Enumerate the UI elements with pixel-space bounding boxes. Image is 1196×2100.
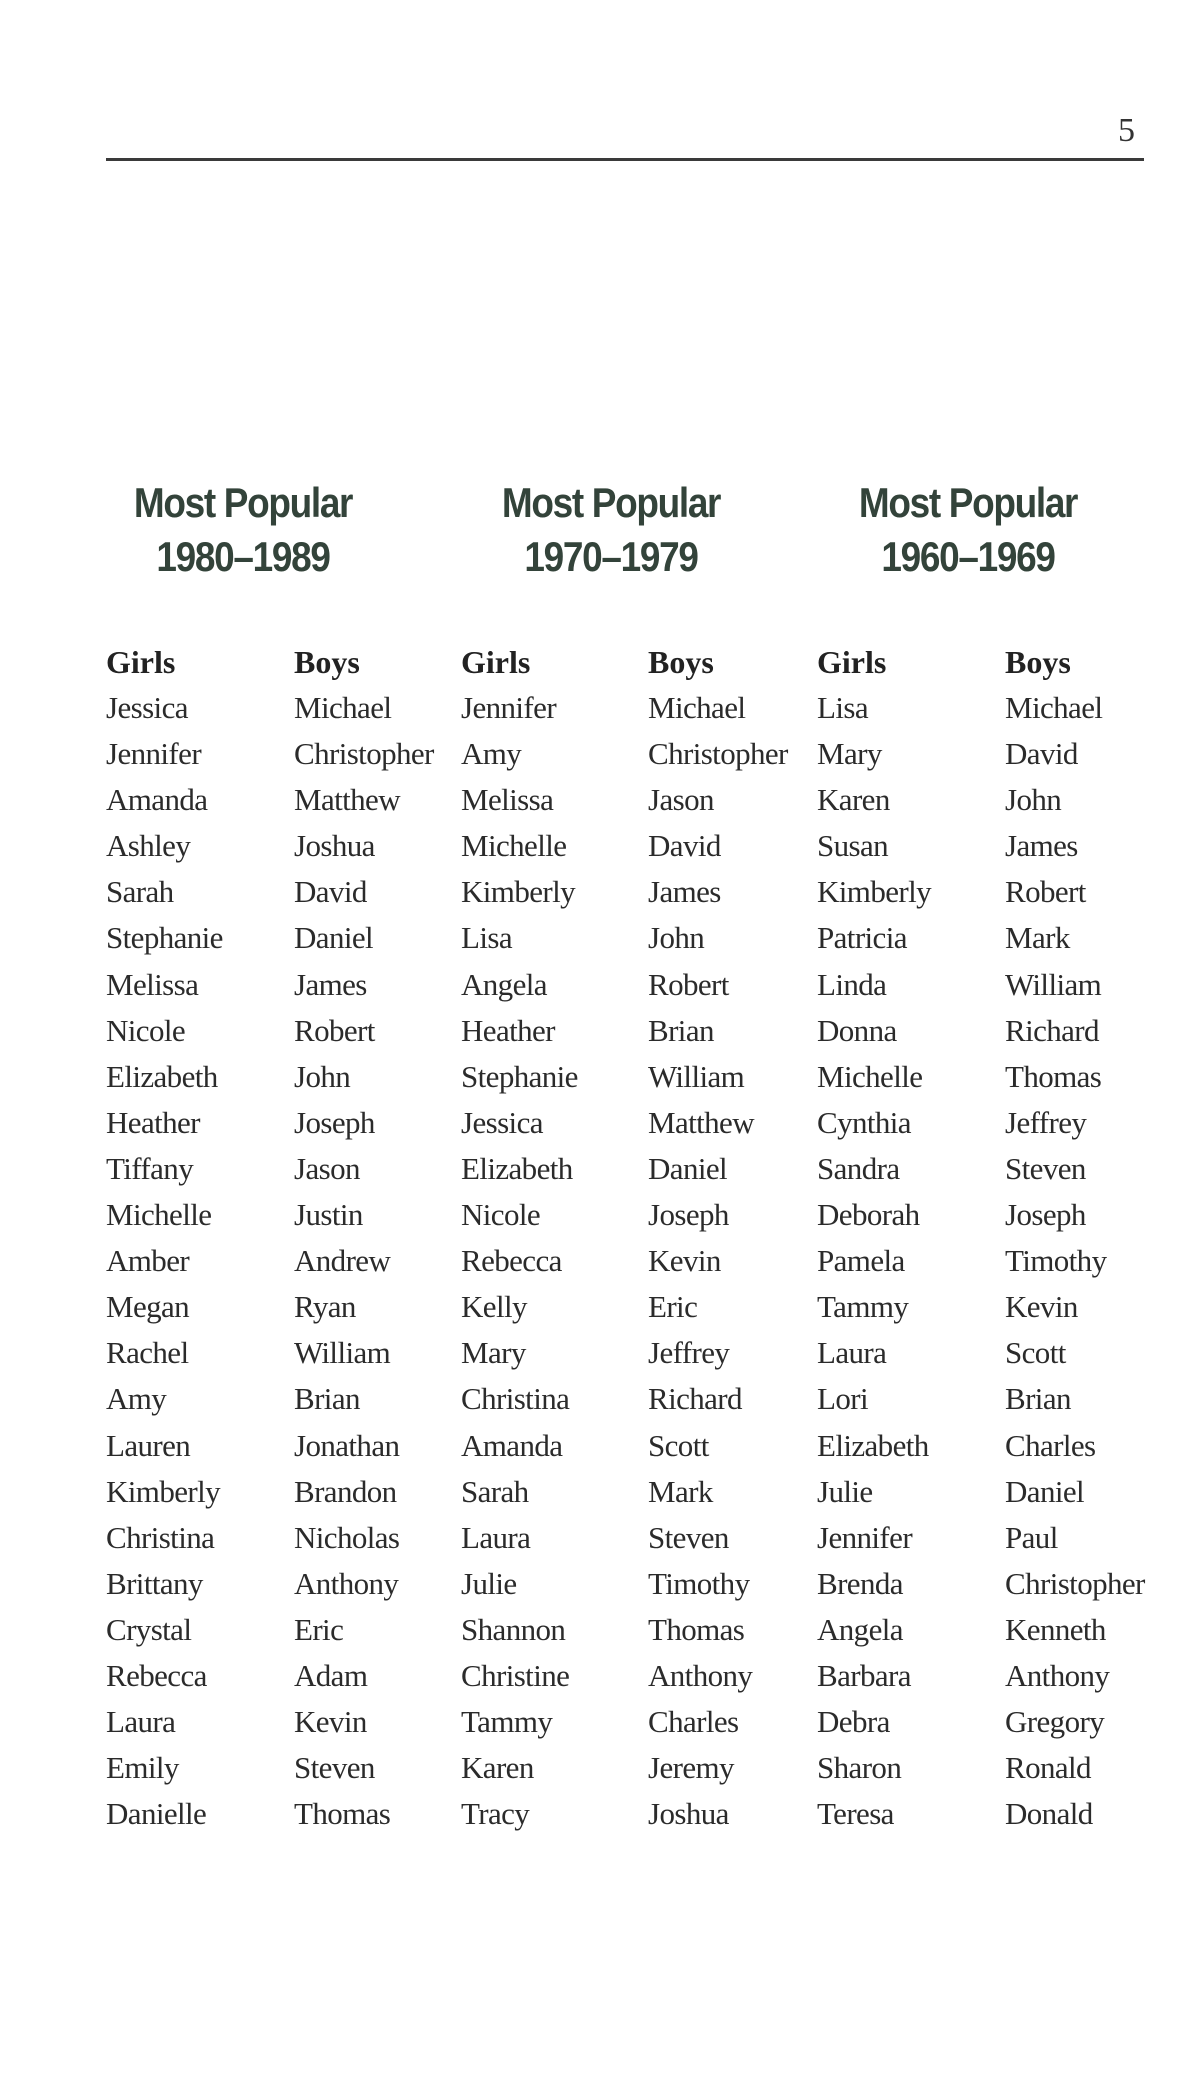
girls-header: Girls xyxy=(106,644,176,680)
name-entry: Joshua xyxy=(648,1796,729,1832)
name-entry: Gregory xyxy=(1005,1704,1105,1740)
boys-list xyxy=(648,685,788,1837)
name-entry: Nicole xyxy=(106,1012,186,1048)
name-entry: Nicole xyxy=(461,1197,541,1233)
name-entry: Jennifer xyxy=(817,1519,913,1555)
name-entry: William xyxy=(648,1058,745,1094)
name-entry: Michelle xyxy=(106,1197,212,1233)
name-entry: Christopher xyxy=(294,736,434,772)
name-entry: Michael xyxy=(648,690,746,725)
name-entry: Joseph xyxy=(1005,1197,1086,1233)
section-title xyxy=(453,476,768,584)
name-entry: Joshua xyxy=(294,828,375,864)
name-entry: Kevin xyxy=(294,1704,367,1740)
section-title-decade: 1970–1979 xyxy=(524,533,698,580)
name-entry: Lori xyxy=(817,1381,868,1417)
name-entry: John xyxy=(294,1058,351,1094)
name-entry: Laura xyxy=(817,1335,887,1371)
name-entry: David xyxy=(648,828,721,864)
section-1970s xyxy=(432,476,790,1832)
boys-header: Boys xyxy=(648,644,714,680)
name-entry: Jason xyxy=(294,1150,360,1186)
name-entry: Joseph xyxy=(294,1104,375,1140)
name-entry: Daniel xyxy=(294,920,374,956)
name-entry: Debra xyxy=(817,1704,890,1740)
page-number: 5 xyxy=(1118,112,1135,149)
name-entry: Rebecca xyxy=(106,1657,207,1693)
name-entry: Elizabeth xyxy=(817,1427,929,1463)
name-entry: Anthony xyxy=(648,1657,753,1693)
name-entry: Amy xyxy=(106,1381,167,1417)
name-entry: Timothy xyxy=(648,1565,750,1601)
name-entry: Ryan xyxy=(294,1289,356,1325)
name-entry: Jason xyxy=(648,782,714,818)
name-entry: Barbara xyxy=(817,1657,911,1693)
section-title xyxy=(810,476,1125,584)
name-entry: Melissa xyxy=(106,966,199,1002)
name-entry: Mary xyxy=(461,1335,526,1371)
name-entry: Adam xyxy=(294,1657,368,1693)
name-entry: Sarah xyxy=(461,1473,529,1509)
name-entry: Christina xyxy=(106,1519,215,1555)
name-entry: Amanda xyxy=(461,1427,563,1463)
name-entry: Laura xyxy=(461,1519,531,1555)
name-entry: Patricia xyxy=(817,920,907,956)
name-entry: Cynthia xyxy=(817,1104,911,1140)
name-entry: Robert xyxy=(1005,874,1086,910)
name-entry: Tammy xyxy=(817,1289,909,1325)
name-entry: Deborah xyxy=(817,1197,920,1233)
name-entry: Karen xyxy=(461,1750,534,1786)
name-entry: Rebecca xyxy=(461,1243,562,1279)
name-entry: Susan xyxy=(817,828,889,864)
name-entry: Christine xyxy=(461,1657,570,1693)
name-entry: Brian xyxy=(1005,1381,1071,1417)
name-entry: Eric xyxy=(648,1289,698,1325)
name-entry: Jennifer xyxy=(106,736,202,772)
name-entry: David xyxy=(1005,736,1078,772)
name-entry: Brittany xyxy=(106,1565,203,1601)
name-entry: Nicholas xyxy=(294,1519,400,1555)
name-entry: James xyxy=(648,874,721,910)
name-entry: Donald xyxy=(1005,1796,1093,1832)
section-title-decade: 1960–1969 xyxy=(881,533,1055,580)
name-entry: John xyxy=(1005,782,1062,818)
girls-list xyxy=(106,685,223,1837)
section-1960s xyxy=(789,476,1147,1832)
section-title-line1: Most Popular xyxy=(133,479,353,526)
boys-list xyxy=(294,685,434,1837)
name-entry: Anthony xyxy=(294,1565,399,1601)
name-entry: Donna xyxy=(817,1012,897,1048)
name-entry: Michael xyxy=(1005,690,1103,725)
name-entry: Paul xyxy=(1005,1519,1058,1555)
name-entry: Emily xyxy=(106,1750,179,1786)
boys-list xyxy=(1005,685,1145,1837)
name-entry: Christina xyxy=(461,1381,570,1417)
name-entry: Richard xyxy=(1005,1012,1099,1048)
boys-column xyxy=(648,639,788,1837)
section-1980s xyxy=(64,476,434,1832)
name-entry: Matthew xyxy=(294,782,400,818)
boys-column xyxy=(294,639,434,1837)
name-entry: Angela xyxy=(461,966,547,1002)
name-entry: Kelly xyxy=(461,1289,527,1325)
name-entry: William xyxy=(1005,966,1102,1002)
name-entry: James xyxy=(294,966,367,1002)
header-rule xyxy=(106,158,1144,161)
name-entry: Rachel xyxy=(106,1335,189,1371)
name-entry: Brian xyxy=(294,1381,360,1417)
name-entry: Lauren xyxy=(106,1427,191,1463)
name-entry: Richard xyxy=(648,1381,742,1417)
name-entry: Teresa xyxy=(817,1796,894,1832)
section-title xyxy=(85,476,400,584)
name-entry: Elizabeth xyxy=(106,1058,218,1094)
name-entry: Linda xyxy=(817,966,887,1002)
boys-header: Boys xyxy=(294,644,360,680)
boys-header: Boys xyxy=(1005,644,1071,680)
name-entry: Heather xyxy=(106,1104,200,1140)
name-entry: Julie xyxy=(461,1565,517,1601)
name-entry: Angela xyxy=(817,1611,903,1647)
girls-header: Girls xyxy=(461,644,531,680)
name-entry: Amber xyxy=(106,1243,190,1279)
name-entry: Brenda xyxy=(817,1565,903,1601)
name-entry: Robert xyxy=(294,1012,375,1048)
name-entry: Shannon xyxy=(461,1611,566,1647)
name-entry: Jeffrey xyxy=(648,1335,730,1371)
name-entry: Sarah xyxy=(106,874,174,910)
section-title-line1: Most Popular xyxy=(858,479,1078,526)
girls-column xyxy=(461,639,578,1837)
name-entry: William xyxy=(294,1335,391,1371)
girls-header: Girls xyxy=(817,644,887,680)
name-entry: Thomas xyxy=(648,1611,745,1647)
name-entry: Thomas xyxy=(1005,1058,1102,1094)
name-entry: Sharon xyxy=(817,1750,902,1786)
name-entry: Mark xyxy=(648,1473,713,1509)
name-entry: Kevin xyxy=(648,1243,721,1279)
name-entry: Justin xyxy=(294,1197,363,1233)
name-entry: Brian xyxy=(648,1012,714,1048)
girls-list xyxy=(817,685,931,1837)
name-entry: Jonathan xyxy=(294,1427,400,1463)
name-entry: Amy xyxy=(461,736,522,772)
name-entry: James xyxy=(1005,828,1078,864)
name-entry: Stephanie xyxy=(461,1058,578,1094)
name-entry: Michael xyxy=(294,690,392,725)
name-entry: Christopher xyxy=(648,736,788,772)
name-entry: Daniel xyxy=(1005,1473,1085,1509)
name-entry: Jennifer xyxy=(461,690,557,725)
name-entry: Mary xyxy=(817,736,882,772)
name-entry: Danielle xyxy=(106,1796,207,1832)
name-entry: Pamela xyxy=(817,1243,905,1279)
girls-column xyxy=(106,639,223,1837)
name-entry: Heather xyxy=(461,1012,555,1048)
name-entry: John xyxy=(648,920,705,956)
name-entry: Andrew xyxy=(294,1243,391,1279)
name-entry: Eric xyxy=(294,1611,344,1647)
name-entry: Stephanie xyxy=(106,920,223,956)
section-title-line1: Most Popular xyxy=(501,479,721,526)
name-entry: Jessica xyxy=(106,690,188,725)
name-entry: Tammy xyxy=(461,1704,553,1740)
name-entry: Mark xyxy=(1005,920,1070,956)
name-entry: Matthew xyxy=(648,1104,754,1140)
name-entry: Kimberly xyxy=(817,874,932,910)
name-entry: Crystal xyxy=(106,1611,192,1647)
name-entry: David xyxy=(294,874,367,910)
name-entry: Megan xyxy=(106,1289,190,1325)
name-entry: Melissa xyxy=(461,782,554,818)
name-entry: Tracy xyxy=(461,1796,530,1832)
name-entry: Amanda xyxy=(106,782,208,818)
name-entry: Christopher xyxy=(1005,1565,1145,1601)
name-entry: Elizabeth xyxy=(461,1150,573,1186)
name-entry: Kenneth xyxy=(1005,1611,1106,1647)
name-entry: Michelle xyxy=(817,1058,923,1094)
name-entry: Kimberly xyxy=(461,874,576,910)
name-entry: Kevin xyxy=(1005,1289,1078,1325)
name-entry: Jeffrey xyxy=(1005,1104,1087,1140)
girls-column xyxy=(817,639,931,1837)
name-entry: Lisa xyxy=(461,920,512,956)
name-entry: Kimberly xyxy=(106,1473,221,1509)
name-entry: Joseph xyxy=(648,1197,729,1233)
boys-column xyxy=(1005,639,1145,1837)
name-entry: Sandra xyxy=(817,1150,900,1186)
name-entry: Scott xyxy=(648,1427,709,1463)
name-entry: Steven xyxy=(1005,1150,1086,1186)
name-entry: Brandon xyxy=(294,1473,397,1509)
name-entry: Scott xyxy=(1005,1335,1066,1371)
name-entry: Laura xyxy=(106,1704,176,1740)
name-entry: Ashley xyxy=(106,828,191,864)
name-entry: Robert xyxy=(648,966,729,1002)
name-entry: Charles xyxy=(648,1704,739,1740)
name-entry: Lisa xyxy=(817,690,868,725)
name-entry: Ronald xyxy=(1005,1750,1091,1786)
name-entry: Jessica xyxy=(461,1104,543,1140)
name-entry: Julie xyxy=(817,1473,873,1509)
name-entry: Charles xyxy=(1005,1427,1096,1463)
name-entry: Thomas xyxy=(294,1796,391,1832)
name-entry: Steven xyxy=(648,1519,729,1555)
section-title-decade: 1980–1989 xyxy=(156,533,330,580)
name-entry: Karen xyxy=(817,782,890,818)
girls-list xyxy=(461,685,578,1837)
name-entry: Tiffany xyxy=(106,1150,194,1186)
name-entry: Jeremy xyxy=(648,1750,734,1786)
name-entry: Anthony xyxy=(1005,1657,1110,1693)
name-entry: Timothy xyxy=(1005,1243,1107,1279)
name-entry: Daniel xyxy=(648,1150,728,1186)
name-entry: Steven xyxy=(294,1750,375,1786)
name-entry: Michelle xyxy=(461,828,567,864)
